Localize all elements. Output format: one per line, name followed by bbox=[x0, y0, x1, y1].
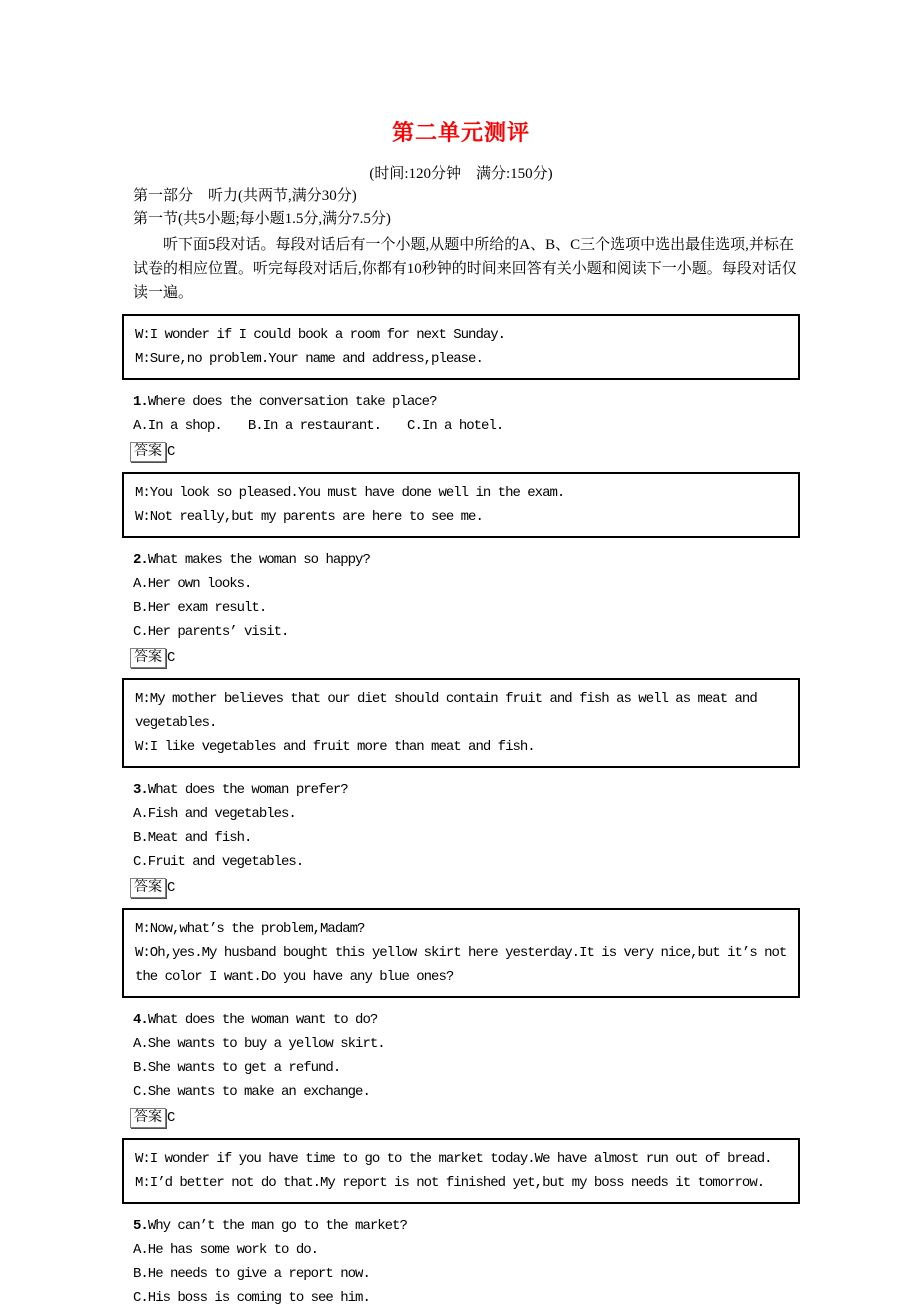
answer-row bbox=[130, 647, 800, 669]
option-line: C.Fruit and vegetables. bbox=[133, 854, 304, 870]
option-line: B.Meat and fish. bbox=[133, 830, 252, 846]
answer-value: C bbox=[167, 650, 176, 666]
dialogue-box bbox=[122, 472, 800, 538]
question-line bbox=[133, 778, 800, 802]
question-item bbox=[122, 472, 800, 669]
listening-instructions: 听下面5段对话。每段对话后有一个小题,从题中所给的A、B、C三个选项中选出最佳选项,并标在试卷的相应位置。听完每段对话后,你都有10秒钟的时间来回答有关小题和阅读下一小题。每段对话仅读一遍。 bbox=[133, 237, 797, 301]
option-line: B.Her exam result. bbox=[133, 600, 267, 616]
dialogue-line: W:I like vegetables and fruit more than meat and fish. bbox=[135, 739, 535, 755]
question-number: 3. bbox=[133, 782, 148, 798]
dialogue-line: M:My mother believes that our diet should contain fruit and fish as well as meat and vegetables. bbox=[135, 691, 765, 731]
question-number: 5. bbox=[133, 1218, 148, 1234]
dialogue-line: M:I’d better not do that.My report is not finished yet,but my boss needs it tomorrow. bbox=[135, 1175, 765, 1191]
question-number: 4. bbox=[133, 1012, 148, 1028]
question-text: Where does the conversation take place? bbox=[147, 394, 437, 410]
question-item bbox=[122, 908, 800, 1129]
dialogue-line: W:Not really,but my parents are here to see me. bbox=[135, 509, 483, 525]
option-line: A.He has some work to do. bbox=[133, 1242, 319, 1258]
dialogue-line: W:Oh,yes.My husband bought this yellow skirt here yesterday.It is very nice,but it’s not the color I want.Do you have any blue ones? bbox=[135, 945, 794, 985]
question-line bbox=[133, 548, 800, 572]
question-text: Why can’t the man go to the market? bbox=[147, 1218, 407, 1234]
questions-list bbox=[122, 314, 800, 1310]
question-text: What does the woman prefer? bbox=[147, 782, 348, 798]
dialogue-box bbox=[122, 908, 800, 998]
dialogue-box bbox=[122, 1138, 800, 1204]
time-score-line: (时间:120分钟 满分:150分) bbox=[369, 166, 553, 182]
option-line: A.She wants to buy a yellow skirt. bbox=[133, 1036, 385, 1052]
answer-row bbox=[130, 877, 800, 899]
option-line: B.She wants to get a refund. bbox=[133, 1060, 341, 1076]
option-line: C.His boss is coming to see him. bbox=[133, 1290, 370, 1306]
question-number: 1. bbox=[133, 394, 148, 410]
option-line: A.Her own looks. bbox=[133, 576, 252, 592]
answer-row bbox=[130, 441, 800, 463]
options-inline: A.In a shop. B.In a restaurant. C.In a hotel. bbox=[133, 418, 504, 434]
question-item bbox=[122, 1138, 800, 1310]
answer-value: C bbox=[167, 880, 176, 896]
option-line: C.She wants to make an exchange. bbox=[133, 1084, 370, 1100]
answer-label: 答案 bbox=[130, 1108, 166, 1128]
dialogue-line: W:I wonder if you have time to go to the market today.We have almost run out of bread. bbox=[135, 1151, 772, 1167]
answer-label: 答案 bbox=[130, 878, 166, 898]
dialogue-box bbox=[122, 314, 800, 380]
answer-row bbox=[130, 1107, 800, 1129]
question-line bbox=[133, 390, 800, 414]
question-line bbox=[133, 1214, 800, 1238]
dialogue-line: W:I wonder if I could book a room for next Sunday. bbox=[135, 327, 506, 343]
option-line: B.He needs to give a report now. bbox=[133, 1266, 370, 1282]
question-line bbox=[133, 1008, 800, 1032]
document-title: 第二单元测评 bbox=[391, 120, 530, 145]
option-line: C.Her parents’ visit. bbox=[133, 624, 289, 640]
dialogue-line: M:Now,what’s the problem,Madam? bbox=[135, 921, 365, 937]
question-number: 2. bbox=[133, 552, 148, 568]
answer-value: C bbox=[167, 1110, 176, 1126]
section-heading: 第一节(共5小题;每小题1.5分,满分7.5分) bbox=[133, 211, 391, 227]
answer-label: 答案 bbox=[130, 442, 166, 462]
dialogue-box bbox=[122, 678, 800, 768]
option-line: A.Fish and vegetables. bbox=[133, 806, 296, 822]
answer-value: C bbox=[167, 444, 176, 460]
question-item bbox=[122, 314, 800, 463]
question-text: What makes the woman so happy? bbox=[147, 552, 370, 568]
answer-label: 答案 bbox=[130, 648, 166, 668]
exam-page bbox=[122, 0, 800, 1310]
part-heading: 第一部分 听力(共两节,满分30分) bbox=[133, 188, 357, 204]
dialogue-line: M:You look so pleased.You must have done well in the exam. bbox=[135, 485, 565, 501]
question-text: What does the woman want to do? bbox=[147, 1012, 378, 1028]
dialogue-line: M:Sure,no problem.Your name and address,please. bbox=[135, 351, 483, 367]
question-item bbox=[122, 678, 800, 899]
